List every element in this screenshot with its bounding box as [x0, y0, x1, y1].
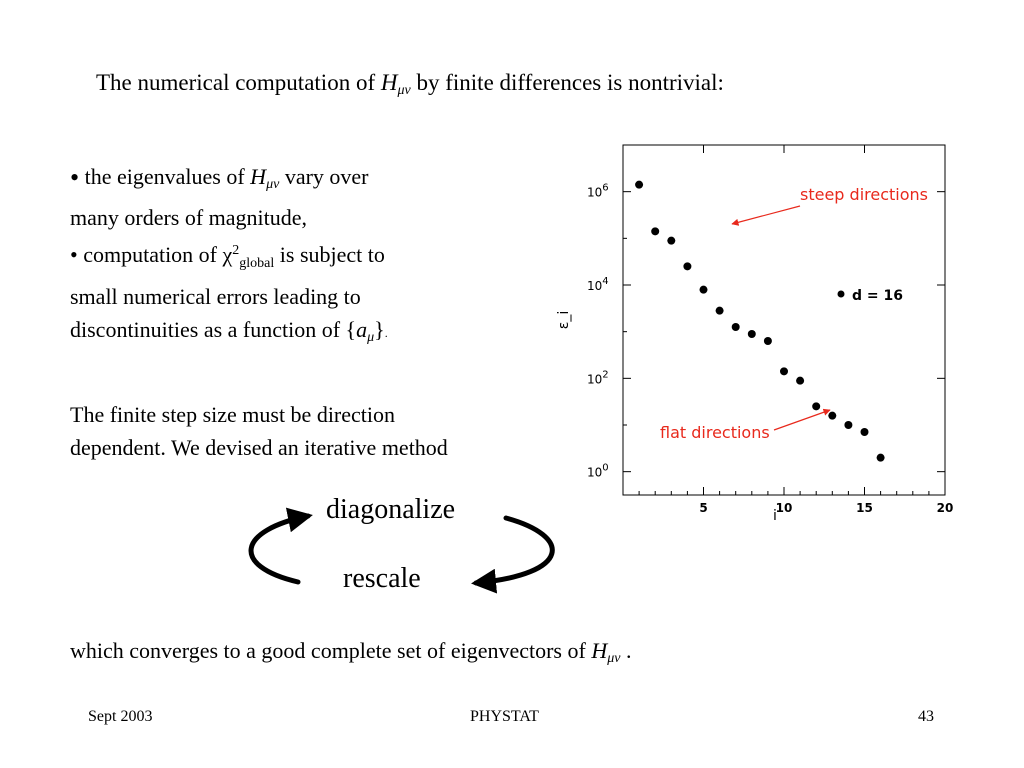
bullet-2-text: • computation of χ — [70, 242, 233, 267]
bullet-1-text-end: vary over — [279, 164, 369, 189]
title-text: The numerical computation of — [96, 70, 381, 95]
title-text-end: by finite differences is nontrivial: — [410, 70, 724, 95]
conclusion-symbol-subscript: μν — [607, 651, 621, 666]
data-point — [812, 402, 820, 410]
data-point — [748, 330, 756, 338]
conclusion-text-end: . — [620, 638, 632, 663]
title-symbol-subscript: μν — [397, 83, 411, 98]
footer-conference: PHYSTAT — [470, 708, 539, 725]
chi-superscript: 2 — [232, 243, 240, 258]
y-tick-label: $10^4$ — [587, 276, 609, 293]
bullet-1-line-2: many orders of magnitude, — [70, 205, 308, 230]
data-point — [796, 377, 804, 385]
conclusion-line — [70, 638, 631, 667]
y-axis-label: ε_i — [556, 310, 572, 330]
y-tick-label: $10^0$ — [587, 462, 609, 480]
paragraph-line-2: dependent. We devised an iterative method — [70, 435, 448, 460]
chi-subscript: global — [239, 256, 275, 271]
footer-page-number: 43 — [918, 708, 934, 725]
conclusion-text: which converges to a good complete set of eigenvectors of — [70, 638, 592, 663]
bullet-1-text: the eigenvalues of — [79, 164, 251, 189]
cycle-step-diagonalize: diagonalize — [326, 494, 456, 525]
title-symbol-h: H — [380, 70, 398, 95]
x-tick-label: 10 — [775, 501, 793, 515]
trailing-dot: . — [384, 326, 388, 340]
bullet-2-line-2: small numerical errors leading to — [70, 284, 361, 309]
data-point — [844, 421, 852, 429]
right-cycle-arrow — [476, 518, 552, 583]
data-point — [732, 323, 740, 331]
data-point — [780, 367, 788, 375]
x-axis-label: i — [773, 508, 777, 524]
data-point — [877, 454, 885, 462]
x-tick-label: 15 — [856, 501, 873, 515]
bullet-2-text-end: is subject to — [274, 242, 385, 267]
data-point — [667, 237, 675, 245]
y-tick-label: $10^6$ — [587, 182, 609, 200]
legend-label: d = 16 — [852, 288, 903, 304]
steep-directions-annotation: steep directions — [800, 185, 928, 204]
data-point — [861, 428, 869, 436]
footer-date: Sept 2003 — [88, 708, 153, 725]
bullet-2-line-3-text: discontinuities as a function of { — [70, 317, 357, 342]
bullet-1-symbol-h: H — [250, 164, 267, 189]
cycle-step-rescale: rescale — [343, 563, 421, 594]
y-tick-label: $10^2$ — [587, 369, 609, 387]
param-brace-close: } — [374, 317, 385, 342]
legend-marker — [838, 291, 845, 298]
steep-directions-arrow — [732, 206, 800, 224]
x-tick-label: 20 — [936, 501, 954, 515]
data-point — [700, 286, 708, 294]
data-point — [716, 307, 724, 315]
bullet-dot: • — [70, 163, 80, 192]
x-tick-label: 5 — [699, 501, 708, 515]
data-point — [635, 181, 643, 189]
flat-directions-arrow — [774, 410, 830, 430]
eigenvalue-chart-svg — [556, 140, 960, 524]
conclusion-symbol-h: H — [591, 638, 608, 663]
bullet-1-symbol-subscript: μν — [266, 177, 280, 192]
param-symbol-a: a — [356, 317, 368, 342]
data-point — [683, 262, 691, 270]
left-cycle-arrow — [251, 516, 308, 582]
data-points — [635, 181, 885, 462]
paragraph-line-1: The finite step size must be direction — [70, 402, 396, 427]
param-subscript: μ — [367, 330, 375, 345]
data-point — [764, 337, 772, 345]
data-point — [651, 227, 659, 235]
eigenvalue-chart — [556, 140, 960, 525]
data-point — [828, 412, 836, 420]
flat-directions-annotation: flat directions — [660, 423, 770, 442]
